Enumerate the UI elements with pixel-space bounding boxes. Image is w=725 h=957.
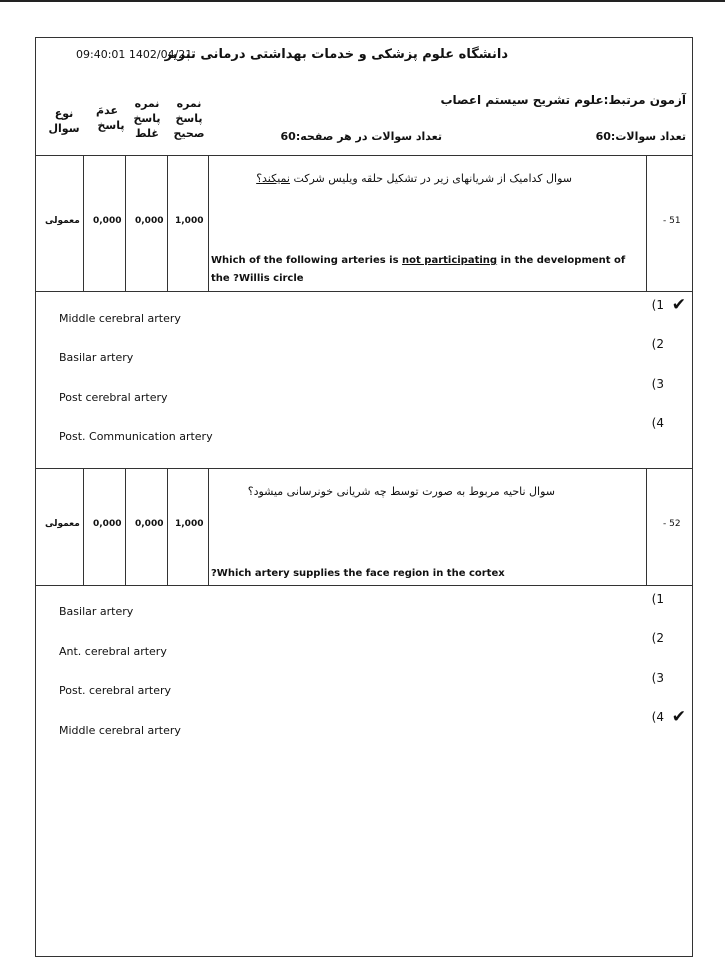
question-text-fa [256,172,572,185]
exam-page [35,37,693,957]
question-text-en [211,252,646,288]
question-text-en-emphasis: not participating [402,255,498,266]
option-text: Post cerebral artery [59,391,168,404]
col-header-wrong-line2: پاسخ [133,112,161,125]
question-text-en-part: Which of the following arteries is [211,255,403,266]
option-number: (1 [651,298,664,312]
divider [83,156,84,291]
col-header-correct-line3: صحیح [173,127,205,140]
print-datetime: 09:40:01 1402/04/21 [76,48,193,61]
question-type: معمولی [45,216,80,226]
wrong-score: 0,000 [135,216,164,226]
correct-score: 1,000 [175,216,204,226]
checkmark-icon: ✔ [671,295,686,315]
option-number: (3 [651,671,664,685]
checkmark-icon: ✔ [671,707,686,727]
option-text: Middle cerebral artery [59,312,181,325]
col-header-correct [169,96,209,141]
col-header-type-line1: نوع [54,107,74,120]
option-text: Post. cerebral artery [59,684,172,697]
total-questions: تعداد سوالات:60 [595,130,686,143]
divider [646,469,647,585]
no-answer-score: 0,000 [93,519,122,529]
question-text-en-part: ?Which artery supplies the face region in the cortex [211,568,505,579]
divider [167,469,168,585]
option-number: (1 [651,592,664,606]
divider [125,469,126,585]
question-text-fa-end: ؟ [256,172,263,185]
top-border [0,0,725,2]
option-number: (4 [651,416,664,430]
question-text-fa [248,485,555,498]
divider [125,156,126,291]
col-header-type [44,106,84,136]
option-number: (2 [651,337,664,351]
option-text: Basilar artery [59,351,134,364]
option-text: Middle cerebral artery [59,724,181,737]
divider [208,469,209,585]
option-number: (2 [651,631,664,645]
question-text-fa-part: سوال ناحیه مربوط به صورت توسط چه شریانی خونرسانی میشود؟ [247,485,555,498]
question-row-51 [36,155,692,292]
exam-title: آزمون مرتبط:علوم تشریح سیستم اعصاب [440,93,686,107]
option-text: Ant. cerebral artery [59,645,167,658]
option-number: (4 [651,710,664,724]
col-header-no-answer-line1: عدمَ [96,104,118,117]
divider [167,156,168,291]
university-name: دانشگاه علوم پزشکی و خدمات بهداشتی درمانی تبریز [164,47,508,62]
col-header-type-line2: سوال [48,122,80,135]
divider [646,156,647,291]
col-header-no-answer-line2: پاسخ [97,119,125,132]
option-number: (3 [651,377,664,391]
col-header-wrong-line3: غلط [135,127,159,140]
col-header-wrong-line1: نمره [134,97,160,110]
question-text-fa-emphasis: نمیکند [262,172,290,185]
question-row-52 [36,468,692,586]
col-header-correct-line2: پاسخ [175,112,203,125]
divider [208,156,209,291]
question-text-en [211,565,646,583]
col-header-wrong [126,96,168,141]
question-text-fa-part: سوال کدامیک از شریانهای زیر در تشکیل حلقه ویلیس شرکت [289,172,572,185]
questions-per-page: تعداد سوالات در هر صفحه:60 [280,130,442,143]
wrong-score: 0,000 [135,519,164,529]
correct-score: 1,000 [175,519,204,529]
no-answer-score: 0,000 [93,216,122,226]
option-text: Basilar artery [59,605,134,618]
col-header-correct-line1: نمره [176,97,202,110]
question-number: - 52 [663,519,681,529]
question-text-en-end: in the development of the ?Willis circle [211,255,626,284]
divider [83,469,84,585]
question-number: - 51 [663,216,681,226]
col-header-no-answer [86,103,128,133]
option-text: Post. Communication artery [59,430,213,443]
question-type: معمولی [45,519,80,529]
